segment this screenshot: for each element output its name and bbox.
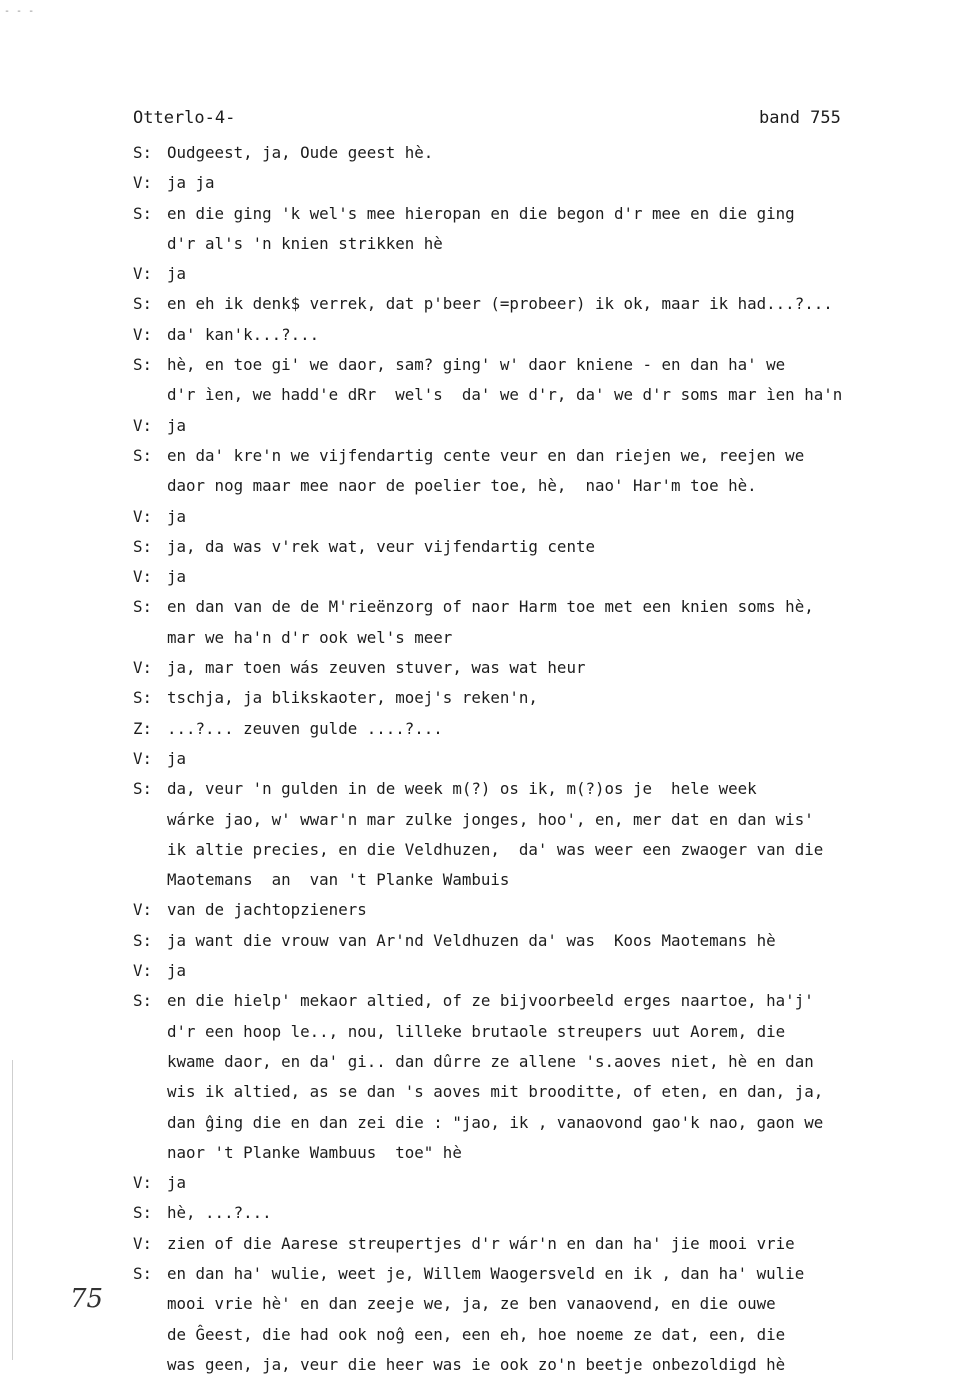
transcript-line <box>133 1320 933 1350</box>
transcript-line <box>133 562 933 592</box>
line-text: mooi vrie hè' en dan zeeje we, ja, ze ben vanaovend, en die ouwe <box>167 1294 776 1314</box>
transcript-line <box>133 683 933 713</box>
line-text: tschja, ja blikskaoter, moej's reken'n, <box>167 688 538 708</box>
transcript-line <box>133 1017 933 1047</box>
line-text: da, veur 'n gulden in de week m(?) os ik, m(?)os je hele week <box>167 779 757 799</box>
handwritten-page-note: 75 <box>70 1284 104 1314</box>
line-text: naor 't Planke Wambuus toe" hè <box>167 1142 462 1162</box>
margin-rule <box>12 1060 13 1360</box>
line-text: ja <box>167 748 187 768</box>
transcript-line <box>133 289 933 319</box>
line-text: ja, da was v'rek wat, veur vijfendartig cente <box>167 536 595 556</box>
transcript-line <box>133 1289 933 1319</box>
transcript-line <box>133 1259 933 1289</box>
line-text: en eh ik denk$ verrek, dat p'beer (=probeer) ik ok, maar ik had...?... <box>167 294 833 314</box>
transcript-line <box>133 1198 933 1228</box>
transcript-line <box>133 865 933 895</box>
transcript-line <box>133 168 933 198</box>
line-text: mar we ha'n d'r ook wel's meer <box>167 627 453 647</box>
line-text: en dan van de de M'rieënzorg of naor Harm toe met een knien soms hè, <box>167 597 814 617</box>
transcript-line <box>133 956 933 986</box>
speaker-label: V: <box>133 1173 153 1193</box>
line-text: ja <box>167 264 187 284</box>
line-text: ja <box>167 961 187 981</box>
transcript-line <box>133 1350 933 1380</box>
line-text: ja <box>167 567 187 587</box>
speaker-label: S: <box>133 930 153 950</box>
speaker-label: V: <box>133 658 153 678</box>
speaker-label: S: <box>133 536 153 556</box>
line-text: hè, en toe gi' we daor, sam? ging' w' daor kniene - en dan ha' we <box>167 355 786 375</box>
line-text: wis ik altied, as se dan 's aoves mit brooditte, of eten, en dan, ja, <box>167 1082 824 1102</box>
transcript-line <box>133 744 933 774</box>
transcript-line <box>133 926 933 956</box>
transcript-line <box>133 320 933 350</box>
speaker-label: S: <box>133 445 153 465</box>
speaker-label: Z: <box>133 718 153 738</box>
line-text: wárke jao, w' wwar'n mar zulke jonges, hoo', en, mer dat en dan wis' <box>167 809 814 829</box>
line-text: ...?... zeuven gulde ....?... <box>167 718 443 738</box>
transcript-line <box>133 259 933 289</box>
transcript-line <box>133 592 933 622</box>
speaker-label: S: <box>133 1203 153 1223</box>
speaker-label: V: <box>133 506 153 526</box>
header-tape-number: band 755 <box>759 108 841 128</box>
line-text: kwame daor, en da' gi.. dan dûrre ze allene 's.aoves niet, hè en dan <box>167 1051 814 1071</box>
speaker-label: V: <box>133 900 153 920</box>
transcript-line <box>133 1077 933 1107</box>
line-text: ik altie precies, en die Veldhuzen, da' was weer een zwaoger van die <box>167 839 824 859</box>
transcript-line <box>133 835 933 865</box>
transcript-line <box>133 714 933 744</box>
line-text: was geen, ja, veur die heer was ie ook zo'n beetje onbezoldigd hè <box>167 1354 786 1374</box>
transcript-line <box>133 895 933 925</box>
transcript-line <box>133 774 933 804</box>
transcript-line <box>133 532 933 562</box>
speaker-label: V: <box>133 1233 153 1253</box>
transcript-body <box>133 138 933 1380</box>
line-text: Oudgeest, ja, Oude geest hè. <box>167 143 434 162</box>
speaker-label: V: <box>133 173 153 193</box>
speaker-label: S: <box>133 1263 153 1283</box>
line-text: daor nog maar mee naor de poelier toe, hè, nao' Har'm toe hè. <box>167 476 757 496</box>
line-text: en da' kre'n we vijfendartig cente veur en dan riejen we, reejen we <box>167 445 805 465</box>
line-text: de Ĝeest, die had ook noĝ een, een eh, hoe noeme ze dat, een, die <box>167 1324 786 1344</box>
transcript-line <box>133 441 933 471</box>
speaker-label: V: <box>133 748 153 768</box>
transcript-line <box>133 1138 933 1168</box>
speaker-label: S: <box>133 688 153 708</box>
transcript-line <box>133 199 933 229</box>
line-text: ja ja <box>167 173 215 193</box>
transcript-line <box>133 653 933 683</box>
edge-mark: - - - <box>4 6 35 17</box>
speaker-label: V: <box>133 324 153 344</box>
speaker-label: S: <box>133 355 153 375</box>
speaker-label: V: <box>133 567 153 587</box>
transcript-line <box>133 986 933 1016</box>
transcript-line <box>133 502 933 532</box>
transcript-line <box>133 1047 933 1077</box>
transcript-line <box>133 380 933 410</box>
line-text: d'r een hoop le.., nou, lilleke brutaole streupers uut Aorem, die <box>167 1021 786 1041</box>
transcript-line <box>133 229 933 259</box>
speaker-label: S: <box>133 597 153 617</box>
line-text: d'r ìen, we hadd'e dRr wel's da' we d'r, da' we d'r soms mar ìen ha'n <box>167 385 843 405</box>
transcript-line <box>133 350 933 380</box>
speaker-label: S: <box>133 203 153 223</box>
line-text: van de jachtopzieners <box>167 900 367 920</box>
line-text: Maotemans an van 't Planke Wambuis <box>167 870 510 890</box>
header-title: Otterlo-4- <box>133 108 236 128</box>
transcript-line <box>133 411 933 441</box>
speaker-label: V: <box>133 264 153 284</box>
line-text: zien of die Aarese streupertjes d'r wár'n en dan ha' jie mooi vrie <box>167 1233 795 1253</box>
speaker-label: S: <box>133 991 153 1011</box>
line-text: ja <box>167 415 187 435</box>
speaker-label: S: <box>133 143 153 162</box>
line-text: ja <box>167 1173 187 1193</box>
line-text: ja <box>167 506 187 526</box>
line-text: d'r al's 'n knien strikken hè <box>167 233 443 253</box>
transcript-line <box>133 1229 933 1259</box>
line-text: en die hielp' mekaor altied, of ze bijvoorbeeld erges naartoe, ha'j' <box>167 991 814 1011</box>
line-text: da' kan'k...?... <box>167 324 320 344</box>
line-text: ja want die vrouw van Ar'nd Veldhuzen da' was Koos Maotemans hè <box>167 930 776 950</box>
speaker-label: V: <box>133 415 153 435</box>
line-text: ja, mar toen wás zeuven stuver, was wat heur <box>167 658 586 678</box>
line-text: en dan ha' wulie, weet je, Willem Waogersveld en ik , dan ha' wulie <box>167 1263 805 1283</box>
line-text: dan ĝing die en dan zei die : "jao, ik , vanaovond gao'k nao, gaon we <box>167 1112 824 1132</box>
speaker-label: S: <box>133 294 153 314</box>
speaker-label: V: <box>133 961 153 981</box>
transcript-line <box>133 1108 933 1138</box>
speaker-label: S: <box>133 779 153 799</box>
transcript-line <box>133 138 933 168</box>
line-text: en die ging 'k wel's mee hieropan en die begon d'r mee en die ging <box>167 203 795 223</box>
transcript-line <box>133 471 933 501</box>
transcript-line <box>133 1168 933 1198</box>
transcript-line <box>133 805 933 835</box>
line-text: hè, ...?... <box>167 1203 272 1223</box>
transcript-line <box>133 623 933 653</box>
